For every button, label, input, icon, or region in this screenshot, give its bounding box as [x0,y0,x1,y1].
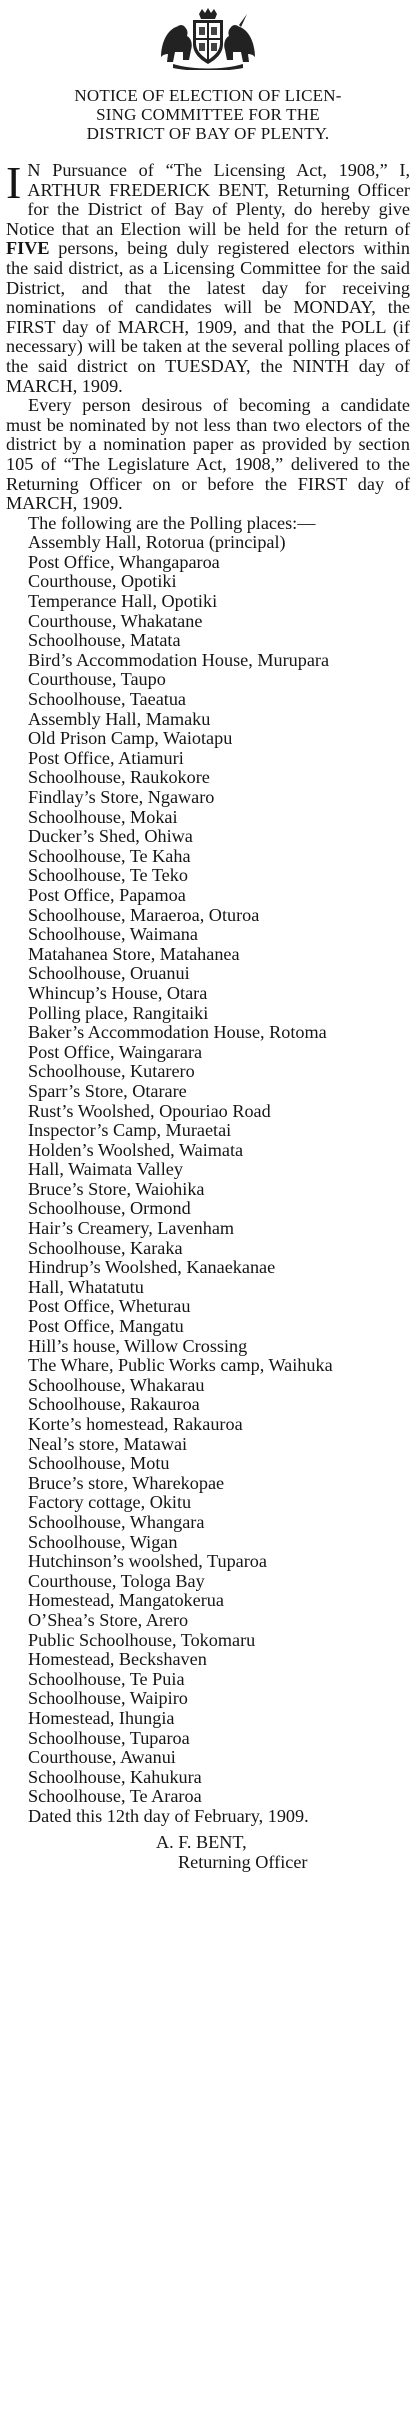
polling-place-item: Rust’s Woolshed, Opouriao Road [28,1100,271,1121]
polling-place-item: Bird’s Accommodation House, Murupara [28,649,330,670]
polling-place-item: Neal’s store, Matawai [28,1433,188,1454]
polling-places-list [6,533,410,1807]
intro-text-a: N Pursuance of “The Licensing Act, 1908,” I, ARTHUR FREDERICK BENT, Returning Officer for the District of Bay of Plenty, do hereby give Notice that an Election will be held for the return of [6,160,410,239]
drop-cap: I [6,157,22,208]
polling-places-intro: The following are the Polling places:— [28,512,316,533]
polling-place-item: Schoolhouse, Mokai [28,806,178,827]
polling-place-item: Courthouse, Taupo [28,669,166,690]
polling-place-item: Schoolhouse, Matata [28,630,181,651]
polling-place-item: O’Shea’s Store, Arero [28,1609,189,1630]
polling-place-item: Schoolhouse, Karaka [28,1237,183,1258]
polling-place-item: Assembly Hall, Mamaku [28,708,211,729]
polling-place-item: Schoolhouse, Kutarero [28,1061,195,1082]
polling-place-item: Assembly Hall, Rotorua (principal) [28,532,286,553]
polling-place-item: Schoolhouse, Motu [28,1453,170,1474]
polling-place-item: Matahanea Store, Matahanea [28,943,240,964]
polling-place-item: Public Schoolhouse, Tokomaru [28,1629,256,1650]
polling-place-item: Schoolhouse, Raukokore [28,767,210,788]
polling-place-item: Holden’s Woolshed, Waimata [28,1139,244,1160]
polling-place-item: Hair’s Creamery, Lavenham [28,1218,235,1239]
intro-text-c: persons, being duly registered electors within the said district, as a Licensing Committee for the said District, and that the latest day for receiving nominations of candidates will be MONDAY, the FIRST day of MARCH, 1909, and that the POLL (if necessary) will be taken at the several polling places of the said district on TUESDAY, the NINTH day of MARCH, 1909. [6,238,410,396]
notice-column [6,8,410,1872]
polling-place-item: Schoolhouse, Rakauroa [28,1394,200,1415]
polling-place-item: Hutchinson’s woolshed, Tuparoa [28,1551,267,1572]
polling-place-item: The Whare, Public Works camp, Waihuka [28,1355,333,1376]
polling-place-item: Schoolhouse, Oruanui [28,963,190,984]
polling-place-item: Temperance Hall, Opotiki [28,591,218,612]
polling-place-item: Schoolhouse, Tuparoa [28,1727,190,1748]
notice-heading [6,86,410,143]
polling-place-item: Sparr’s Store, Otarare [28,1080,187,1101]
polling-place-item: Schoolhouse, Te Teko [28,865,188,886]
polling-place-item: Homestead, Mangatokerua [28,1590,224,1611]
polling-place-item: Post Office, Waingarara [28,1041,203,1062]
polling-place-item: Schoolhouse, Whangara [28,1511,205,1532]
polling-place-item: Post Office, Atiamuri [28,747,184,768]
polling-place-item: Courthouse, Opotiki [28,571,177,592]
polling-place-item: Schoolhouse, Te Puia [28,1668,185,1689]
polling-place-item: Schoolhouse, Maraeroa, Oturoa [28,904,260,925]
polling-place-item: Hindrup’s Woolshed, Kanaekanae [28,1257,276,1278]
polling-place-item: Findlay’s Store, Ngawaro [28,787,215,807]
polling-place-item: Ducker’s Shed, Ohiwa [28,826,193,847]
polling-place-item: Schoolhouse, Wigan [28,1531,178,1552]
heading-line-3: DISTRICT OF BAY OF PLENTY. [86,124,330,143]
polling-place-item: Homestead, Beckshaven [28,1649,207,1670]
candidates-paragraph: Every person desirous of becoming a candidate must be nominated by not less than two electors of the district by a nomination paper as provided by section 105 of “The Legislature Act, 1908,” delivered to the Returning Officer on or before the FIRST day of MARCH, 1909. [6,395,410,514]
polling-place-item: Factory cottage, Okitu [28,1492,192,1513]
polling-place-item: Post Office, Wheturau [28,1296,191,1317]
polling-place-item: Schoolhouse, Te Kaha [28,845,191,866]
polling-place-item: Korte’s homestead, Rakauroa [28,1414,243,1434]
polling-place-item: Courthouse, Awanui [28,1747,176,1768]
polling-place-item: Schoolhouse, Kahukura [28,1766,202,1787]
signature-title: Returning Officer [178,1852,308,1873]
polling-place-item: Schoolhouse, Ormond [28,1198,191,1219]
polling-place-item: Post Office, Papamoa [28,884,186,905]
polling-place-item: Post Office, Whangaparoa [28,551,220,572]
royal-coat-of-arms-icon [153,8,263,70]
polling-place-item: Inspector’s Camp, Muraetai [28,1120,232,1141]
polling-place-item: Schoolhouse, Whakarau [28,1374,205,1395]
heading-line-2: SING COMMITTEE FOR THE [96,105,320,124]
polling-place-item: Whincup’s House, Otara [28,982,208,1003]
polling-place-item: Schoolhouse, Waipiro [28,1688,188,1709]
polling-place-item: Hall, Waimata Valley [28,1159,183,1180]
polling-place-item: Homestead, Ihungia [28,1707,175,1728]
signature-block [6,1832,410,1872]
polling-place-item: Bruce’s store, Wharekopae [28,1472,225,1493]
intro-paragraph [6,157,410,396]
polling-place-item: Hill’s house, Willow Crossing [28,1335,248,1356]
polling-place-item: Hall, Whatatutu [28,1276,144,1297]
polling-place-item: Bruce’s Store, Waiohika [28,1178,205,1199]
dated-line: Dated this 12th day of February, 1909. [28,1805,309,1826]
polling-place-item: Polling place, Rangitaiki [28,1002,209,1023]
signature-name: A. F. BENT, [156,1832,247,1853]
polling-place-item: Courthouse, Whakatane [28,610,203,631]
polling-place-item: Old Prison Camp, Waiotapu [28,728,233,749]
polling-place-item: Baker’s Accommodation House, Rotoma [28,1022,327,1043]
intro-text-b: FIVE [6,238,50,259]
polling-place-item: Courthouse, Tologa Bay [28,1570,205,1591]
polling-place-item: Post Office, Mangatu [28,1316,184,1337]
heading-line-1: NOTICE OF ELECTION OF LICEN- [74,86,342,105]
polling-place-item: Schoolhouse, Te Araroa [28,1786,202,1807]
polling-place-item: Schoolhouse, Taeatua [28,689,186,710]
polling-place-item: Schoolhouse, Waimana [28,924,198,945]
